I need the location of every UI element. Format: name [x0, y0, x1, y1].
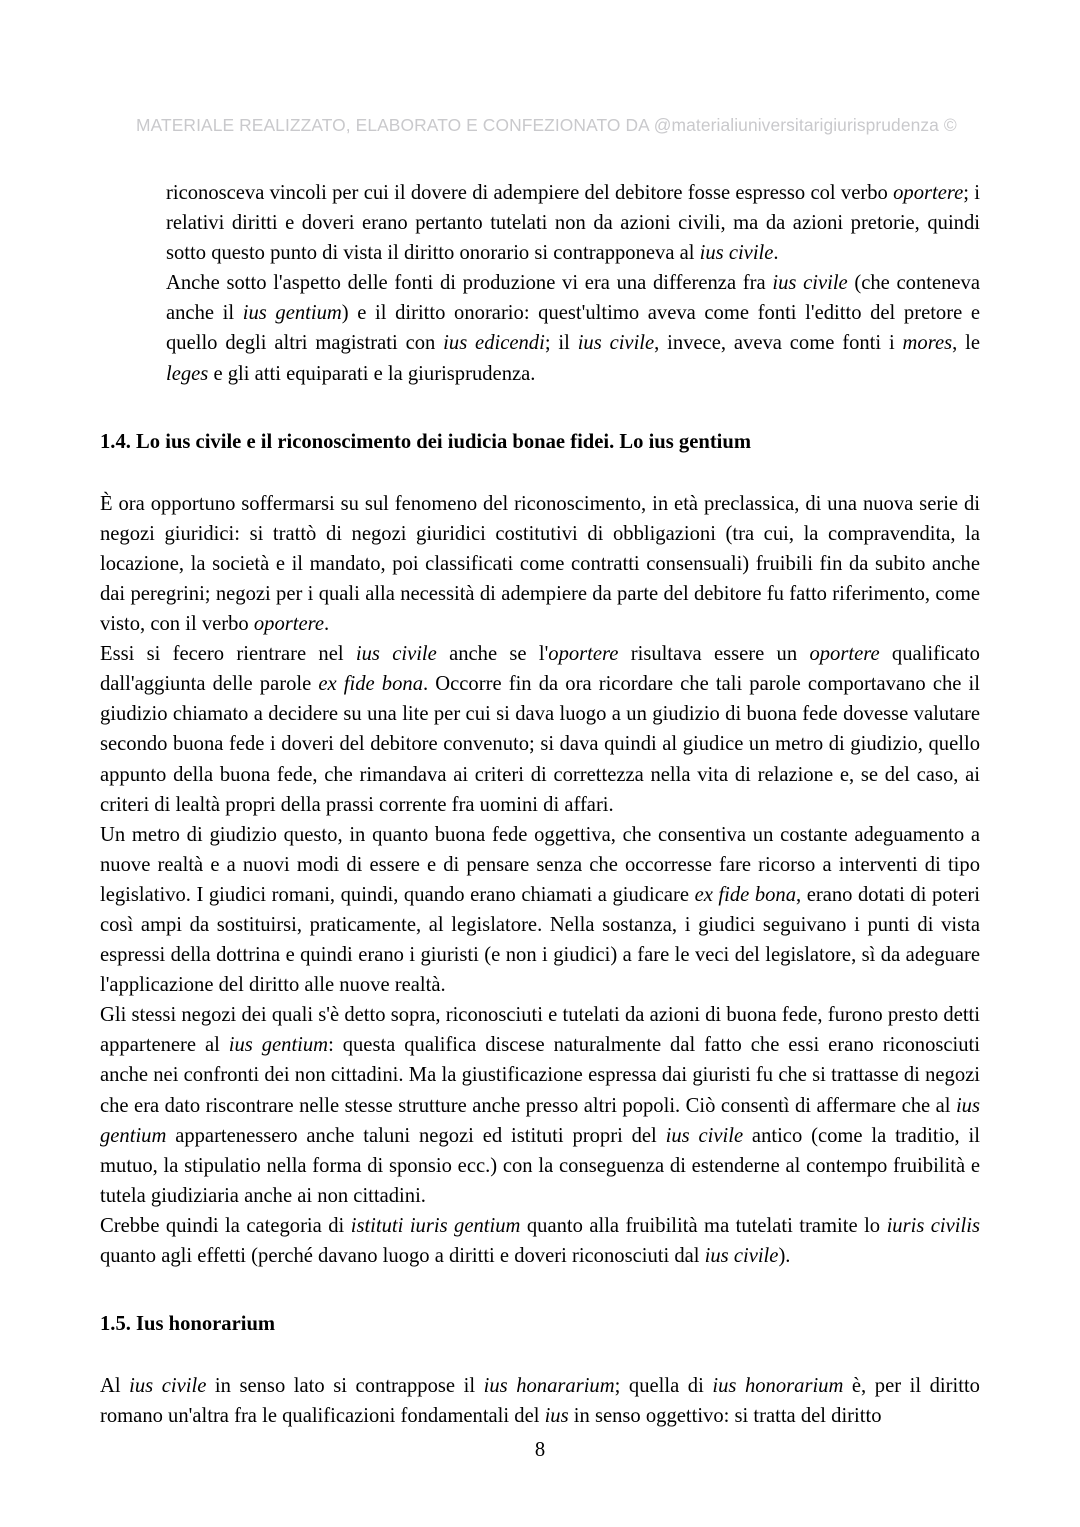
text-run: . — [773, 242, 779, 265]
text-run: riconosceva vincoli per cui il dovere di adempiere del debitore fosse espresso col verbo — [166, 182, 894, 204]
latin-term: ius honararium — [483, 1375, 615, 1398]
latin-term: istituti iuris gentium — [350, 1214, 521, 1237]
paragraph-1-4-5 — [100, 1211, 980, 1271]
latin-term: ius gentium — [242, 302, 342, 325]
text-run: ; quella di — [614, 1375, 713, 1398]
text-run: È ora opportuno soffermarsi su sul fenomeno del riconoscimento, in età preclassica, di una nuova serie di negozi giuridici: si trattò di negozi giuridici costitutivi di obbligazioni (tra cui, la compravendita, la locazione, la società e il mandato, poi classificati come contratti consensuali) fruibili fin da subito anche dai peregrini; negozi per i quali alla necessità di adempiere da parte del debitore fu fatto riferimento, come visto, con il verbo — [100, 492, 980, 636]
paragraph-opening-2 — [166, 268, 980, 388]
text-run: qualificato dall'aggiunta delle parole — [100, 643, 980, 696]
text-run: antico (come la traditio, il mutuo, la stipulatio nella forma di sponsio ecc.) con la conseguenza di estenderne al contempo fruibilità e tutela giudiziaria anche ai non cittadini. — [100, 1124, 980, 1207]
text-run: ; i relativi diritti e doveri erano pertanto tutelati non da azioni civili, ma da azioni pretorie, quindi sotto questo punto di vista il diritto onorario si contrapponeva al — [166, 182, 980, 265]
text-column — [100, 178, 980, 1431]
section-heading-1-5: 1.5. Ius honorarium — [100, 1313, 276, 1336]
latin-term: ius civile — [577, 332, 655, 355]
text-run: e gli atti equiparati e la giurisprudenza. — [208, 362, 536, 385]
text-run: in senso lato si contrappose il — [206, 1375, 484, 1398]
text-run: : questa qualifica discese naturalmente dal fatto che essi erano riconosciuti anche nei confronti dei non cittadini. Ma la giustificazione espressa dai giuristi fu che si trattasse di negozi che era dato riscontrare nelle stesse strutture anche presso altri popoli. Ciò consentì di affermare che al — [100, 1034, 980, 1117]
latin-term: ius civile — [129, 1375, 207, 1398]
latin-term: ius civile — [704, 1245, 779, 1267]
text-run: . — [324, 613, 330, 636]
latin-term: ius gentium — [228, 1034, 329, 1057]
text-run: , le — [952, 332, 980, 355]
text-run: Gli stessi negozi dei quali s'è detto sopra, riconosciuti e tutelati da azioni di buona fede, furono presto detti appartenere al — [100, 1004, 980, 1057]
latin-term: oportere — [253, 613, 325, 636]
latin-term: oportere — [809, 643, 880, 666]
latin-term: mores — [902, 332, 953, 355]
spacer — [100, 1271, 980, 1309]
paragraph-opening-1 — [166, 178, 980, 268]
text-run: Un metro di giudizio questo, in quanto buona fede oggettiva, che consentiva un costante adeguamento a nuove realtà e a nuovi modi di essere e di pensare senza che occorresse fare ricorso a interventi di tipo legislativo. I giudici romani, quindi, quando erano chiamati a giudicare — [100, 823, 980, 906]
latin-term: ius civile — [699, 242, 774, 265]
spacer — [100, 389, 980, 427]
text-run: ). — [778, 1245, 791, 1267]
text-run: (che conteneva anche il — [166, 272, 980, 325]
latin-term: oportere — [893, 182, 964, 204]
text-run: , erano dotati di poteri così ampi da sostituirsi, praticamente, al legislatore. Nella sostanza, i giudici seguivano i punti di vista espressi della dottrina e quindi erano i giuristi (e non i giudici) a fare le veci del legislatore, sì da adeguare l'applicazione del diritto alle nuove realtà. — [100, 883, 980, 997]
text-run: Essi si fecero rientrare nel — [100, 643, 356, 666]
paragraph-1-4-3 — [100, 820, 980, 1001]
text-run: Al — [100, 1375, 130, 1398]
latin-term: leges — [166, 362, 209, 385]
latin-term: ius — [544, 1405, 569, 1428]
opening-block — [166, 178, 980, 389]
text-run: Crebbe quindi la categoria di — [100, 1214, 351, 1237]
latin-term: ius honorarium — [712, 1375, 844, 1398]
paragraph-1-5-1 — [100, 1371, 980, 1431]
latin-term: ius gentium — [100, 1094, 980, 1147]
latin-term: ex fide bona — [694, 883, 797, 906]
text-run: è, per il diritto romano un'altra fra le qualificazioni fondamentali del — [100, 1375, 980, 1428]
text-run: in senso oggettivo: si tratta del diritto — [568, 1405, 882, 1428]
text-run: ) e il diritto onorario: quest'ultimo aveva come fonti l'editto del pretore e quello degli altri magistrati con — [166, 302, 980, 355]
paragraph-1-4-4 — [100, 1000, 980, 1211]
latin-term: ius civile — [355, 643, 437, 666]
text-run: . Occorre fin da ora ricordare che tali parole comportavano che il giudizio chiamato a decidere su una lite per cui si dava luogo a un giudizio di buona fede dovesse valutare secondo buona fede i doveri del debitore convenuto; si dava quindi al giudice un metro di giudizio, quello appunto della buona fede, che rimandava ai criteri di correttezza nella vita di relazione e, se del caso, ai criteri di lealtà propri della prassi corrente fra uomini di affari. — [100, 673, 980, 816]
text-run: Anche sotto l'aspetto delle fonti di produzione vi era una differenza fra — [166, 272, 773, 295]
latin-term: ius edicendi — [443, 332, 545, 355]
paragraph-1-4-1 — [100, 489, 980, 639]
text-run: appartenessero anche taluni negozi ed istituti propri del — [166, 1124, 666, 1147]
latin-term: ius civile — [772, 272, 848, 295]
latin-term: ius civile — [665, 1124, 744, 1147]
section-heading-1-4: 1.4. Lo ius civile e il riconoscimento dei iudicia bonae fidei. Lo ius gentium — [100, 430, 752, 453]
text-run: risultava essere un — [618, 643, 810, 666]
latin-term: ex fide bona — [318, 673, 423, 696]
text-run: quanto agli effetti (perché davano luogo a diritti e doveri riconosciuti dal — [100, 1245, 705, 1267]
text-run: , invece, aveva come fonti i — [654, 332, 903, 355]
text-run: anche se l' — [436, 643, 549, 666]
spacer — [100, 457, 980, 489]
paragraph-1-4-2 — [100, 639, 980, 820]
latin-term: oportere — [548, 643, 619, 666]
watermark-text: MATERIALE REALIZZATO, ELABORATO E CONFEZIONATO DA @materialiuniversitarigiurisprudenza © — [136, 115, 957, 135]
page-number: 8 — [534, 1439, 546, 1461]
text-run: quanto alla fruibilità ma tutelati tramite lo — [520, 1214, 887, 1237]
text-run: ; il — [544, 332, 578, 355]
latin-term: iuris civilis — [886, 1214, 980, 1237]
spacer — [100, 1339, 980, 1371]
